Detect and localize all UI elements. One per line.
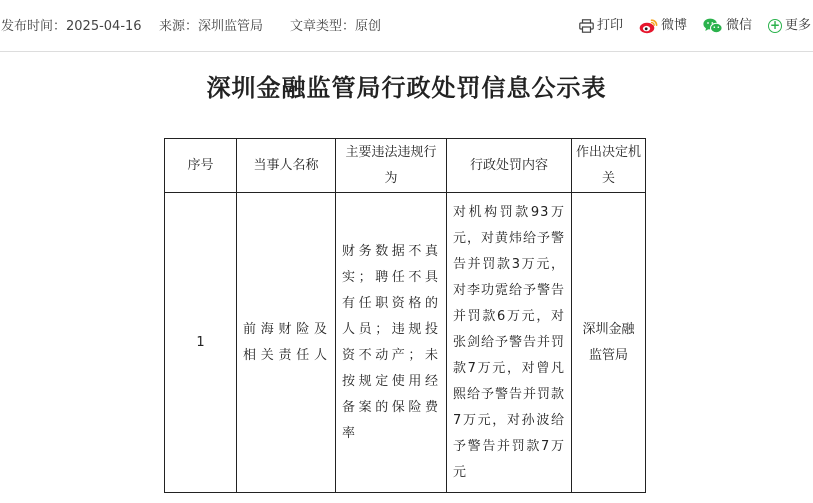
header-party: 当事人名称 [237,139,336,193]
page-title: 深圳金融监管局行政处罚信息公示表 [206,74,607,102]
cell-party: 前海财险及相关责任人 [237,193,336,493]
more-label: 更多 [784,18,811,33]
weibo-share-button[interactable] [639,18,687,34]
header-violation: 主要违法违规行为 [336,139,447,193]
print-label: 打印 [596,18,623,33]
more-share-button[interactable] [768,18,811,34]
wechat-share-button[interactable] [703,18,752,34]
penalty-table [164,138,646,493]
article-type: 文章类型：原创 [290,19,382,34]
header-num: 序号 [165,139,237,193]
cell-violation: 财务数据不真实；聘任不具有任职资格的人员；违规投资不动产；未按规定使用经备案的保险费率 [336,193,447,493]
cell-penalty: 对机构罚款93万元，对黄炜给予警告并罚款3万元，对李功霓给予警告并罚款6万元，对张剑给予警告并罚款7万元，对曾凡熙给予警告并罚款7万元，对孙波给予警告并罚款7万元 [447,193,572,493]
plus-circle-icon: + [769,18,781,32]
cell-num: 1 [165,193,237,493]
table-row [165,193,646,493]
weibo-label: 微博 [660,18,687,33]
cell-authority: 深圳金融监管局 [572,193,646,493]
publish-date: 发布时间：2025-04-16 [1,19,142,34]
wechat-icon [703,18,723,34]
header-authority: 作出决定机关 [572,139,646,193]
print-button[interactable] [579,18,623,34]
share-toolbar [579,18,811,34]
header-penalty: 行政处罚内容 [447,139,572,193]
article-source: 来源：深圳监管局 [159,19,264,34]
wechat-label: 微信 [725,18,752,33]
article-meta-bar [0,0,813,52]
table-header-row [165,139,646,193]
weibo-icon [639,18,658,34]
printer-icon [579,19,594,33]
